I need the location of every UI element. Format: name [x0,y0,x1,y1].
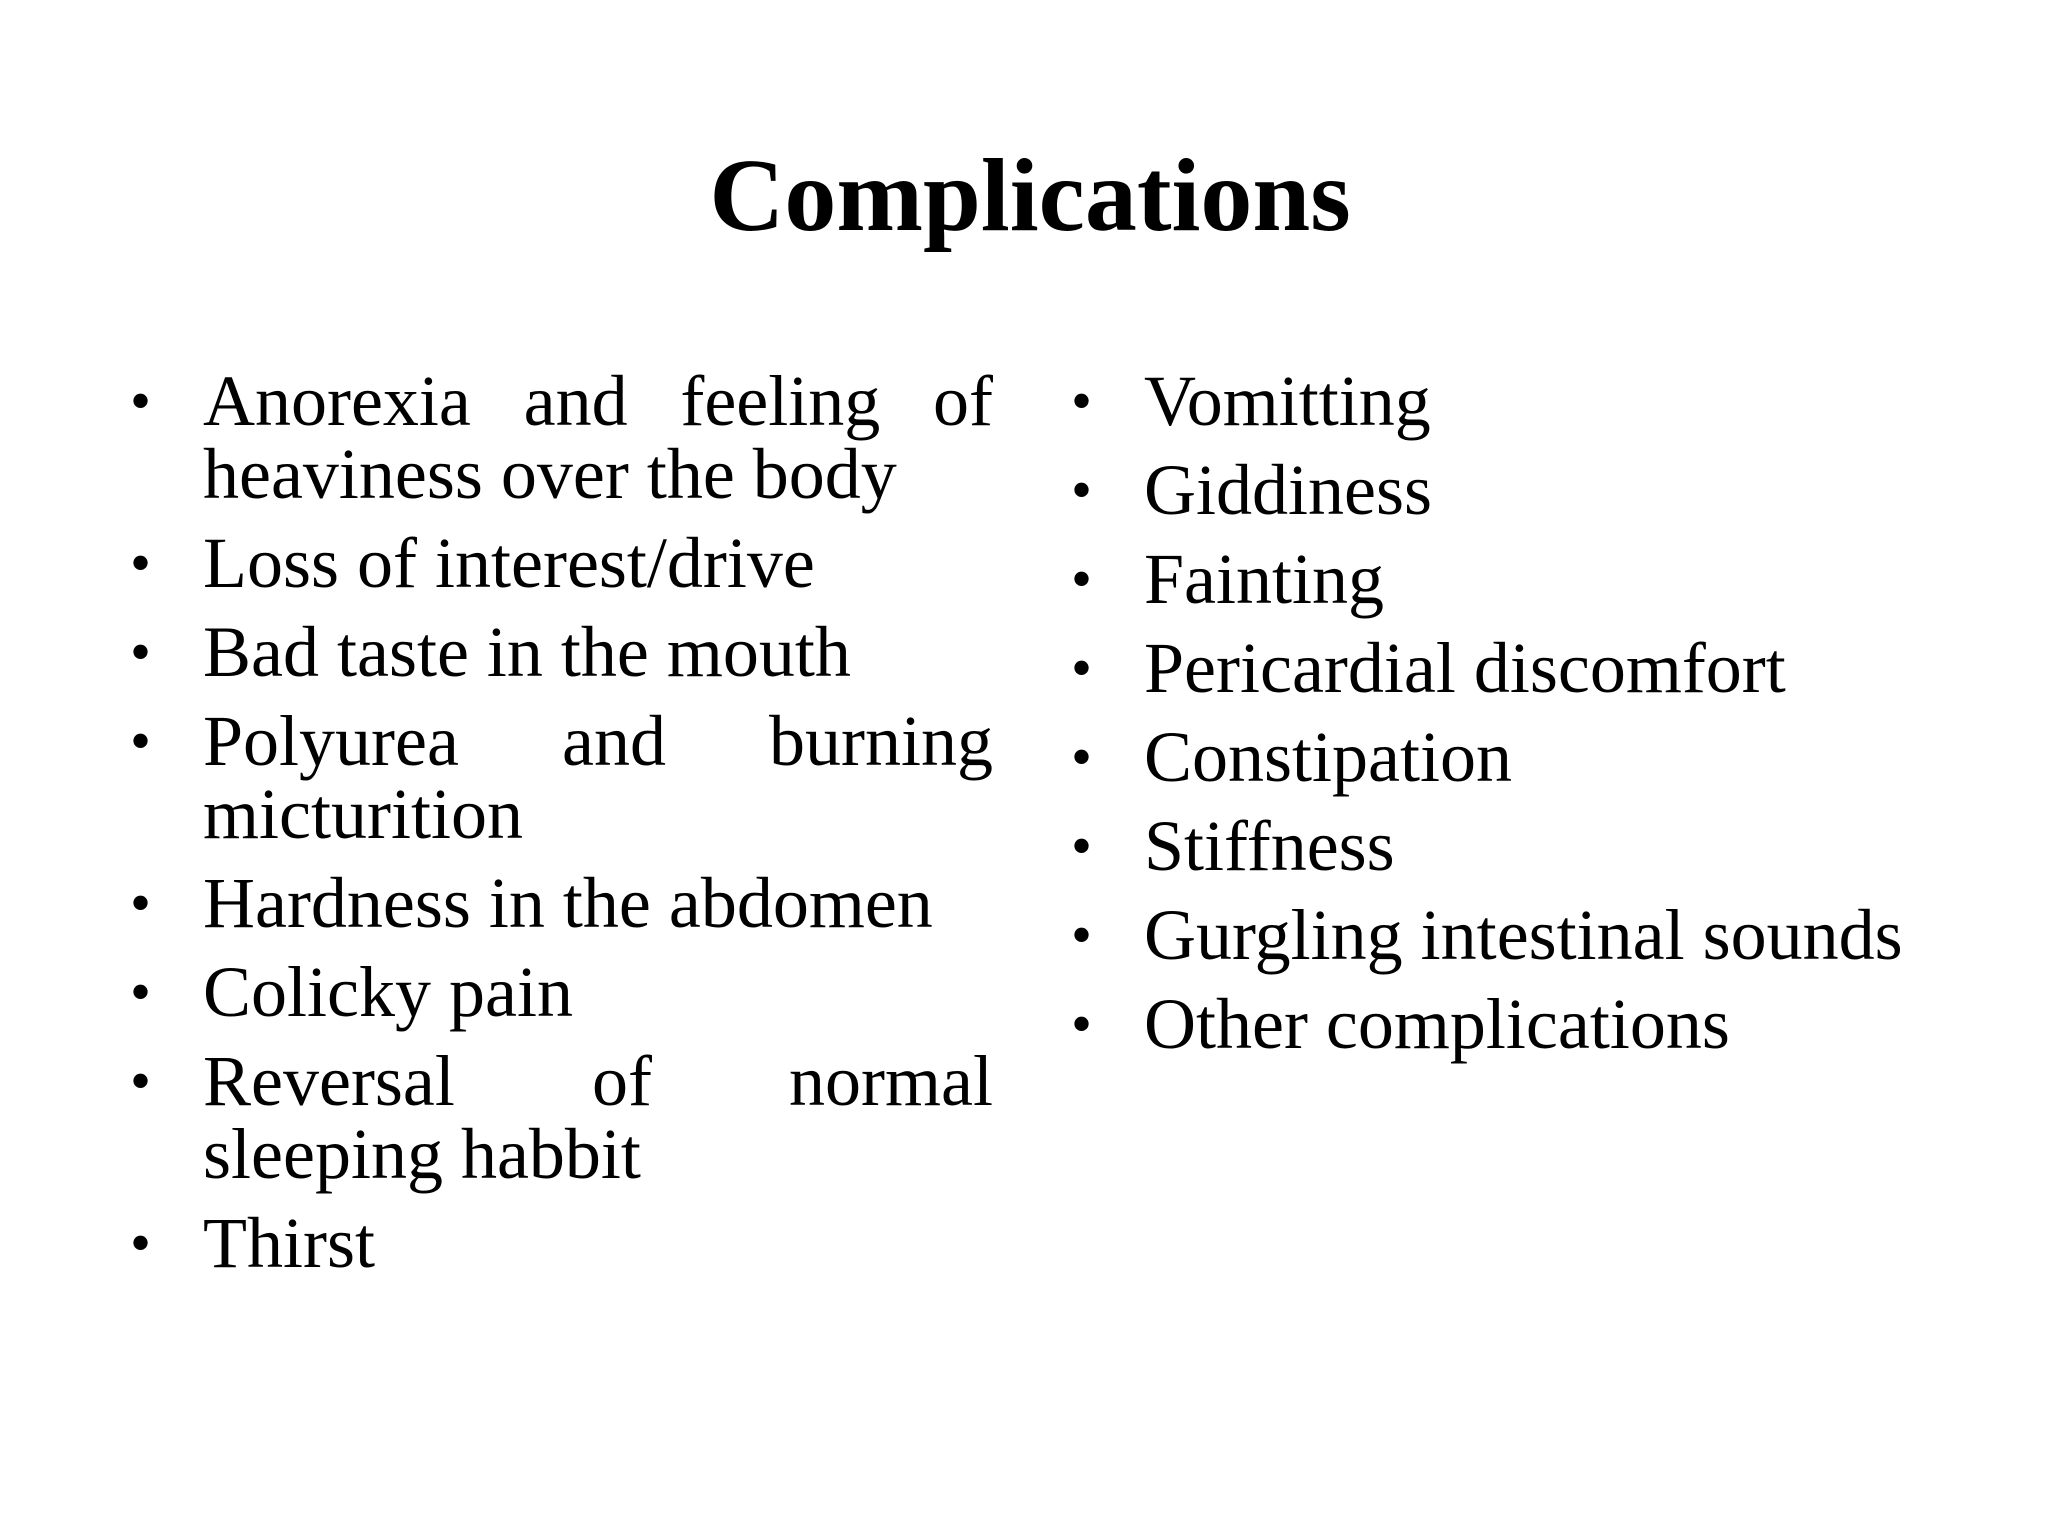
bullet-icon: • [1071,368,1093,434]
bullet-icon: • [130,1048,152,1114]
list-item [1071,806,2024,886]
list-item [130,1041,993,1194]
list-item [130,952,993,1032]
bullet-icon: • [130,959,152,1025]
bullet-icon: • [1071,635,1093,701]
list-item [130,361,993,514]
list-item-text: Loss of interest/drive [203,523,815,603]
list-item [1071,984,2024,1064]
bullet-icon: • [130,530,152,596]
bullet-icon: • [130,619,152,685]
list-item-text: Fainting [1144,539,1385,619]
list-item-text: Giddiness [1144,450,1432,530]
bullet-icon: • [1071,724,1093,790]
bullet-icon: • [1071,991,1093,1057]
list-item-text: Gurgling intestinal sounds [1144,895,1903,975]
list-item [1071,717,2024,797]
slide-title: Complications [709,138,1351,253]
left-bullet-list [130,361,993,1296]
list-item-text: Bad taste in the mouth [203,612,851,692]
bullet-icon: • [130,708,152,774]
list-item-text: Colicky pain [203,952,573,1032]
bullet-icon: • [1071,902,1093,968]
list-item [130,701,993,854]
list-item-text: Thirst [203,1203,375,1283]
list-item [1071,361,2024,441]
list-item-text: Constipation [1144,717,1513,797]
list-item [130,523,993,603]
bullet-icon: • [1071,457,1093,523]
list-item-text: Reversal of normal sleeping habbit [203,1041,993,1194]
list-item-text: Stiffness [1144,806,1395,886]
list-item-text: Polyurea and burning micturition [203,701,993,854]
list-item-text: Pericardial discomfort [1144,628,1786,708]
right-bullet-list [1071,361,2024,1077]
bullet-icon: • [130,368,152,434]
list-item [130,612,993,692]
bullet-icon: • [1071,546,1093,612]
bullet-icon: • [130,1210,152,1276]
list-item-text: Anorexia and feeling of heaviness over the body [203,361,993,514]
list-item [130,863,993,943]
list-item [1071,628,2024,708]
list-item-text: Other complications [1144,984,1730,1064]
list-item [1071,895,2024,975]
bullet-icon: • [130,870,152,936]
bullet-icon: • [1071,813,1093,879]
list-item [1071,450,2024,530]
list-item [1071,539,2024,619]
list-item [130,1203,993,1283]
list-item-text: Vomitting [1144,361,1431,441]
list-item-text: Hardness in the abdomen [203,863,933,943]
